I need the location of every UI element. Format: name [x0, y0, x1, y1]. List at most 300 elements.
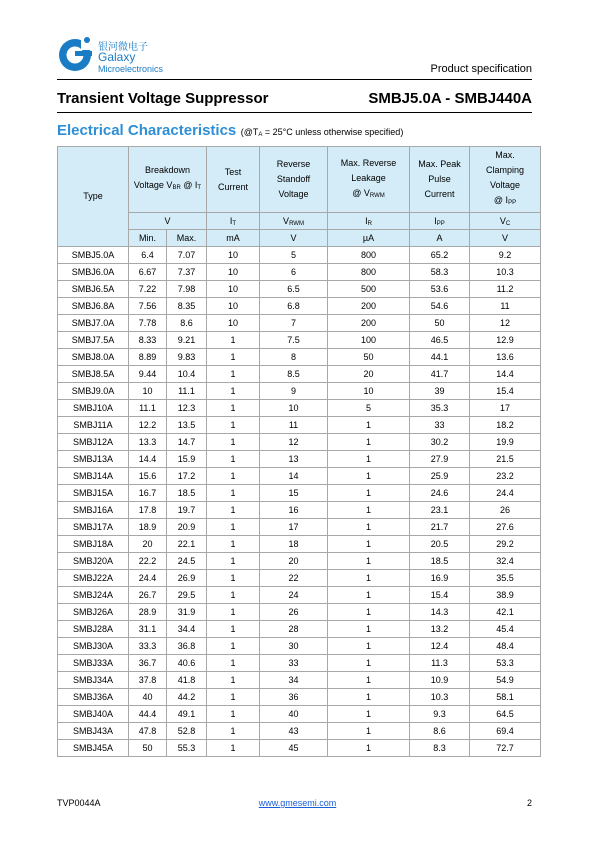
footer-website — [0, 798, 595, 808]
cell-vc: 21.5 — [470, 451, 541, 468]
cell-ir: 1 — [328, 706, 410, 723]
symbol-vrwm: VRWM — [260, 213, 328, 230]
cell-ipp: 41.7 — [410, 366, 470, 383]
cell-type: SMBJ12A — [58, 434, 129, 451]
cell-vbr-max: 7.98 — [167, 281, 207, 298]
cell-ir: 1 — [328, 536, 410, 553]
cell-ir: 1 — [328, 468, 410, 485]
cell-ir: 1 — [328, 519, 410, 536]
cell-it: 1 — [207, 689, 260, 706]
table-row — [58, 400, 541, 417]
cell-vc: 19.9 — [470, 434, 541, 451]
cell-vc: 26 — [470, 502, 541, 519]
cell-vrwm: 20 — [260, 553, 328, 570]
cell-ipp: 8.6 — [410, 723, 470, 740]
cell-ipp: 15.4 — [410, 587, 470, 604]
cell-vrwm: 16 — [260, 502, 328, 519]
cell-vbr-min: 7.22 — [129, 281, 167, 298]
cell-it: 1 — [207, 672, 260, 689]
cell-ir: 1 — [328, 740, 410, 757]
section-condition: (@TA = 25°C unless otherwise specified) — [240, 127, 404, 138]
product-specification-label: Product specification — [430, 63, 532, 75]
cell-vbr-max: 29.5 — [167, 587, 207, 604]
table-row — [58, 536, 541, 553]
table-row — [58, 655, 541, 672]
cell-vbr-max: 41.8 — [167, 672, 207, 689]
cell-ir: 1 — [328, 723, 410, 740]
cell-it: 1 — [207, 400, 260, 417]
cell-ir: 1 — [328, 417, 410, 434]
cell-it: 1 — [207, 570, 260, 587]
cell-it: 1 — [207, 485, 260, 502]
cell-ir: 1 — [328, 689, 410, 706]
table-row — [58, 553, 541, 570]
table-row — [58, 332, 541, 349]
cell-ipp: 35.3 — [410, 400, 470, 417]
cell-vbr-min: 26.7 — [129, 587, 167, 604]
cell-vbr-min: 37.8 — [129, 672, 167, 689]
cell-ir: 50 — [328, 349, 410, 366]
section-title: Electrical Characteristics — [57, 122, 237, 139]
cell-type: SMBJ43A — [58, 723, 129, 740]
cell-vbr-min: 47.8 — [129, 723, 167, 740]
cell-type: SMBJ7.0A — [58, 315, 129, 332]
cell-type: SMBJ13A — [58, 451, 129, 468]
cell-vbr-max: 20.9 — [167, 519, 207, 536]
cell-vrwm: 5 — [260, 247, 328, 264]
cell-ipp: 33 — [410, 417, 470, 434]
cell-ipp: 9.3 — [410, 706, 470, 723]
unit-v-clamp: V — [470, 230, 541, 247]
cell-vc: 72.7 — [470, 740, 541, 757]
cell-vc: 69.4 — [470, 723, 541, 740]
cell-vbr-min: 24.4 — [129, 570, 167, 587]
cell-it: 1 — [207, 740, 260, 757]
cell-vrwm: 40 — [260, 706, 328, 723]
cell-vbr-max: 15.9 — [167, 451, 207, 468]
cell-ipp: 10.9 — [410, 672, 470, 689]
cell-ipp: 39 — [410, 383, 470, 400]
cell-ir: 1 — [328, 451, 410, 468]
cell-ipp: 14.3 — [410, 604, 470, 621]
table-row — [58, 383, 541, 400]
cell-ipp: 58.3 — [410, 264, 470, 281]
cell-vrwm: 7 — [260, 315, 328, 332]
cell-vc: 32.4 — [470, 553, 541, 570]
cell-vrwm: 34 — [260, 672, 328, 689]
cell-vc: 14.4 — [470, 366, 541, 383]
cell-it: 10 — [207, 298, 260, 315]
cell-vbr-min: 8.33 — [129, 332, 167, 349]
cell-ipp: 10.3 — [410, 689, 470, 706]
cell-type: SMBJ20A — [58, 553, 129, 570]
cell-vbr-min: 44.4 — [129, 706, 167, 723]
cell-ipp: 54.6 — [410, 298, 470, 315]
cell-ir: 1 — [328, 672, 410, 689]
cell-type: SMBJ16A — [58, 502, 129, 519]
cell-vrwm: 30 — [260, 638, 328, 655]
cell-vbr-min: 10 — [129, 383, 167, 400]
cell-vbr-min: 7.56 — [129, 298, 167, 315]
cell-vbr-max: 34.4 — [167, 621, 207, 638]
cell-ipp: 16.9 — [410, 570, 470, 587]
cell-type: SMBJ6.5A — [58, 281, 129, 298]
cell-vbr-min: 20 — [129, 536, 167, 553]
unit-ma: mA — [207, 230, 260, 247]
cell-vbr-min: 7.78 — [129, 315, 167, 332]
table-row — [58, 349, 541, 366]
cell-ir: 500 — [328, 281, 410, 298]
table-row — [58, 264, 541, 281]
cell-vc: 23.2 — [470, 468, 541, 485]
cell-type: SMBJ36A — [58, 689, 129, 706]
header-type: Type — [58, 147, 129, 247]
cell-ipp: 27.9 — [410, 451, 470, 468]
cell-it: 1 — [207, 706, 260, 723]
document-id: TVP0044A — [57, 798, 101, 808]
cell-vbr-max: 22.1 — [167, 536, 207, 553]
galaxy-logo-icon — [57, 35, 93, 73]
cell-type: SMBJ18A — [58, 536, 129, 553]
cell-type: SMBJ33A — [58, 655, 129, 672]
cell-ipp: 25.9 — [410, 468, 470, 485]
cell-vc: 42.1 — [470, 604, 541, 621]
cell-type: SMBJ14A — [58, 468, 129, 485]
cell-vbr-min: 36.7 — [129, 655, 167, 672]
page-number: 2 — [526, 798, 532, 808]
cell-vbr-min: 12.2 — [129, 417, 167, 434]
cell-vc: 45.4 — [470, 621, 541, 638]
cell-ipp: 50 — [410, 315, 470, 332]
cell-ipp: 8.3 — [410, 740, 470, 757]
cell-ir: 1 — [328, 502, 410, 519]
cell-vbr-min: 18.9 — [129, 519, 167, 536]
cell-type: SMBJ7.5A — [58, 332, 129, 349]
cell-vbr-max: 36.8 — [167, 638, 207, 655]
electrical-characteristics-table — [57, 146, 541, 757]
cell-vrwm: 10 — [260, 400, 328, 417]
cell-vrwm: 15 — [260, 485, 328, 502]
cell-vrwm: 18 — [260, 536, 328, 553]
cell-ir: 200 — [328, 315, 410, 332]
cell-vrwm: 28 — [260, 621, 328, 638]
cell-vc: 27.6 — [470, 519, 541, 536]
cell-it: 1 — [207, 451, 260, 468]
cell-it: 10 — [207, 247, 260, 264]
cell-vrwm: 43 — [260, 723, 328, 740]
cell-type: SMBJ22A — [58, 570, 129, 587]
cell-vc: 58.1 — [470, 689, 541, 706]
symbol-it: IT — [207, 213, 260, 230]
cell-vbr-min: 31.1 — [129, 621, 167, 638]
cell-vbr-min: 11.1 — [129, 400, 167, 417]
cell-vbr-max: 8.6 — [167, 315, 207, 332]
cell-ipp: 30.2 — [410, 434, 470, 451]
website-link[interactable]: www.gmesemi.com — [258, 798, 337, 808]
cell-vbr-min: 6.67 — [129, 264, 167, 281]
unit-ua: µA — [328, 230, 410, 247]
header-breakdown-voltage: Breakdown Voltage VBR @ IT — [129, 147, 207, 213]
cell-type: SMBJ40A — [58, 706, 129, 723]
cell-ir: 1 — [328, 621, 410, 638]
cell-it: 1 — [207, 383, 260, 400]
cell-vrwm: 24 — [260, 587, 328, 604]
cell-it: 1 — [207, 655, 260, 672]
model-range: SMBJ5.0A - SMBJ440A — [368, 90, 532, 107]
cell-it: 1 — [207, 536, 260, 553]
logo-english-subname: Microelectronics — [98, 64, 164, 74]
cell-vbr-max: 49.1 — [167, 706, 207, 723]
table-row — [58, 723, 541, 740]
cell-vrwm: 7.5 — [260, 332, 328, 349]
cell-vc: 15.4 — [470, 383, 541, 400]
cell-it: 1 — [207, 349, 260, 366]
cell-type: SMBJ8.5A — [58, 366, 129, 383]
cell-ipp: 11.3 — [410, 655, 470, 672]
cell-ipp: 46.5 — [410, 332, 470, 349]
page-title: Transient Voltage Suppressor — [57, 90, 269, 107]
cell-vc: 35.5 — [470, 570, 541, 587]
cell-it: 10 — [207, 315, 260, 332]
cell-it: 1 — [207, 332, 260, 349]
cell-vbr-min: 13.3 — [129, 434, 167, 451]
cell-type: SMBJ15A — [58, 485, 129, 502]
unit-v: V — [260, 230, 328, 247]
table-body — [58, 247, 541, 757]
cell-type: SMBJ26A — [58, 604, 129, 621]
cell-vbr-max: 11.1 — [167, 383, 207, 400]
cell-vbr-max: 19.7 — [167, 502, 207, 519]
cell-ipp: 24.6 — [410, 485, 470, 502]
cell-ir: 1 — [328, 434, 410, 451]
cell-vbr-max: 7.07 — [167, 247, 207, 264]
header-max-peak-pulse-current: Max. Peak Pulse Current — [410, 147, 470, 213]
table-row — [58, 672, 541, 689]
table-row — [58, 570, 541, 587]
cell-it: 1 — [207, 587, 260, 604]
table-row — [58, 740, 541, 757]
cell-vrwm: 6 — [260, 264, 328, 281]
cell-vbr-max: 18.5 — [167, 485, 207, 502]
cell-vbr-min: 40 — [129, 689, 167, 706]
cell-it: 1 — [207, 621, 260, 638]
cell-vbr-max: 24.5 — [167, 553, 207, 570]
cell-vc: 10.3 — [470, 264, 541, 281]
cell-ipp: 21.7 — [410, 519, 470, 536]
cell-vbr-max: 40.6 — [167, 655, 207, 672]
cell-type: SMBJ34A — [58, 672, 129, 689]
cell-vbr-max: 44.2 — [167, 689, 207, 706]
cell-vrwm: 17 — [260, 519, 328, 536]
table-row — [58, 281, 541, 298]
header-reverse-standoff-voltage: Reverse Standoff Voltage — [260, 147, 328, 213]
table-row — [58, 485, 541, 502]
cell-vrwm: 26 — [260, 604, 328, 621]
company-logo — [57, 35, 187, 80]
cell-vbr-max: 55.3 — [167, 740, 207, 757]
cell-it: 10 — [207, 281, 260, 298]
cell-ipp: 53.6 — [410, 281, 470, 298]
cell-ipp: 44.1 — [410, 349, 470, 366]
table-row — [58, 502, 541, 519]
cell-ir: 200 — [328, 298, 410, 315]
cell-vbr-min: 50 — [129, 740, 167, 757]
cell-it: 1 — [207, 723, 260, 740]
cell-vc: 13.6 — [470, 349, 541, 366]
cell-vrwm: 11 — [260, 417, 328, 434]
unit-min: Min. — [129, 230, 167, 247]
cell-vrwm: 36 — [260, 689, 328, 706]
cell-vbr-min: 8.89 — [129, 349, 167, 366]
cell-vc: 53.3 — [470, 655, 541, 672]
table-row — [58, 247, 541, 264]
cell-type: SMBJ11A — [58, 417, 129, 434]
cell-vbr-min: 16.7 — [129, 485, 167, 502]
cell-ipp: 23.1 — [410, 502, 470, 519]
table-row — [58, 417, 541, 434]
table-row — [58, 689, 541, 706]
symbol-v: V — [129, 213, 207, 230]
cell-vbr-min: 6.4 — [129, 247, 167, 264]
cell-type: SMBJ28A — [58, 621, 129, 638]
cell-type: SMBJ8.0A — [58, 349, 129, 366]
cell-ir: 1 — [328, 604, 410, 621]
cell-it: 1 — [207, 366, 260, 383]
cell-it: 1 — [207, 468, 260, 485]
logo-english-name: Galaxy — [98, 50, 136, 64]
cell-type: SMBJ6.0A — [58, 264, 129, 281]
cell-ir: 800 — [328, 247, 410, 264]
symbol-ir: IR — [328, 213, 410, 230]
cell-vc: 29.2 — [470, 536, 541, 553]
cell-vc: 12 — [470, 315, 541, 332]
cell-vbr-min: 9.44 — [129, 366, 167, 383]
cell-type: SMBJ30A — [58, 638, 129, 655]
cell-type: SMBJ5.0A — [58, 247, 129, 264]
table-row — [58, 604, 541, 621]
cell-type: SMBJ10A — [58, 400, 129, 417]
cell-vbr-max: 13.5 — [167, 417, 207, 434]
cell-vc: 17 — [470, 400, 541, 417]
cell-vc: 11.2 — [470, 281, 541, 298]
cell-type: SMBJ9.0A — [58, 383, 129, 400]
table-row — [58, 468, 541, 485]
cell-it: 1 — [207, 604, 260, 621]
cell-vbr-max: 17.2 — [167, 468, 207, 485]
cell-vbr-max: 7.37 — [167, 264, 207, 281]
cell-vbr-min: 15.6 — [129, 468, 167, 485]
symbol-vc: VC — [470, 213, 541, 230]
cell-vrwm: 13 — [260, 451, 328, 468]
cell-type: SMBJ45A — [58, 740, 129, 757]
cell-ipp: 12.4 — [410, 638, 470, 655]
cell-vc: 12.9 — [470, 332, 541, 349]
cell-vrwm: 8.5 — [260, 366, 328, 383]
cell-ir: 1 — [328, 485, 410, 502]
cell-vbr-min: 22.2 — [129, 553, 167, 570]
cell-it: 1 — [207, 434, 260, 451]
table-row — [58, 706, 541, 723]
cell-ir: 1 — [328, 570, 410, 587]
cell-vbr-min: 14.4 — [129, 451, 167, 468]
cell-it: 1 — [207, 553, 260, 570]
cell-vrwm: 22 — [260, 570, 328, 587]
cell-vrwm: 6.5 — [260, 281, 328, 298]
header-test-current: Test Current — [207, 147, 260, 213]
cell-vbr-min: 28.9 — [129, 604, 167, 621]
cell-it: 1 — [207, 638, 260, 655]
cell-it: 1 — [207, 519, 260, 536]
logo-chinese-name: 银河微电子 — [98, 42, 148, 53]
cell-ir: 1 — [328, 553, 410, 570]
cell-vc: 9.2 — [470, 247, 541, 264]
cell-vrwm: 45 — [260, 740, 328, 757]
cell-vc: 11 — [470, 298, 541, 315]
unit-a: A — [410, 230, 470, 247]
cell-vrwm: 9 — [260, 383, 328, 400]
table-row — [58, 451, 541, 468]
cell-vc: 18.2 — [470, 417, 541, 434]
cell-ipp: 65.2 — [410, 247, 470, 264]
cell-vc: 54.9 — [470, 672, 541, 689]
header-max-clamping-voltage: Max. Clamping Voltage @ IPP — [470, 147, 541, 213]
cell-vc: 48.4 — [470, 638, 541, 655]
cell-ir: 1 — [328, 587, 410, 604]
cell-vc: 64.5 — [470, 706, 541, 723]
cell-vrwm: 14 — [260, 468, 328, 485]
cell-ipp: 18.5 — [410, 553, 470, 570]
cell-type: SMBJ6.8A — [58, 298, 129, 315]
cell-ir: 800 — [328, 264, 410, 281]
cell-vc: 24.4 — [470, 485, 541, 502]
cell-vbr-max: 9.21 — [167, 332, 207, 349]
header-max-reverse-leakage: Max. Reverse Leakage @ VRWM — [328, 147, 410, 213]
title-divider — [57, 112, 532, 113]
cell-vbr-max: 26.9 — [167, 570, 207, 587]
table-row — [58, 519, 541, 536]
cell-vbr-max: 8.35 — [167, 298, 207, 315]
symbol-ipp: IPP — [410, 213, 470, 230]
table-row — [58, 315, 541, 332]
unit-max: Max. — [167, 230, 207, 247]
cell-it: 10 — [207, 264, 260, 281]
table-row — [58, 621, 541, 638]
cell-it: 1 — [207, 417, 260, 434]
cell-vbr-min: 17.8 — [129, 502, 167, 519]
table-row — [58, 638, 541, 655]
table-row — [58, 366, 541, 383]
cell-vc: 38.9 — [470, 587, 541, 604]
cell-ir: 1 — [328, 655, 410, 672]
cell-vbr-max: 31.9 — [167, 604, 207, 621]
cell-ir: 10 — [328, 383, 410, 400]
cell-vbr-max: 10.4 — [167, 366, 207, 383]
cell-type: SMBJ24A — [58, 587, 129, 604]
cell-ir: 1 — [328, 638, 410, 655]
cell-vbr-max: 9.83 — [167, 349, 207, 366]
cell-vrwm: 6.8 — [260, 298, 328, 315]
cell-vbr-max: 12.3 — [167, 400, 207, 417]
table-row — [58, 434, 541, 451]
cell-ir: 20 — [328, 366, 410, 383]
cell-ipp: 13.2 — [410, 621, 470, 638]
cell-vrwm: 33 — [260, 655, 328, 672]
cell-it: 1 — [207, 502, 260, 519]
section-heading — [57, 122, 403, 140]
cell-ir: 100 — [328, 332, 410, 349]
cell-vbr-max: 52.8 — [167, 723, 207, 740]
cell-vbr-max: 14.7 — [167, 434, 207, 451]
